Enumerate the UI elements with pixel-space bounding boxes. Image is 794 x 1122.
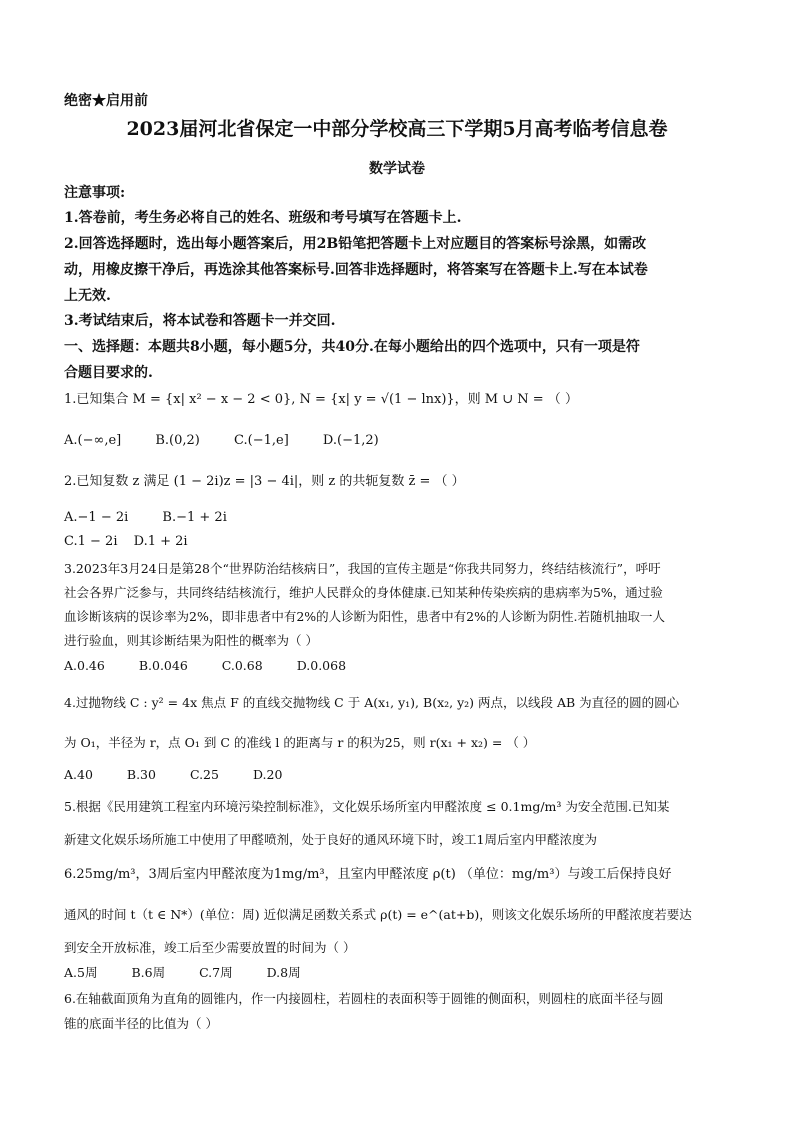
notes-item-2-line-3: 上无效. xyxy=(64,288,111,304)
question-5-line-3: 6.25mg/m³，3周后室内甲醛浓度为1mg/m³，且室内甲醛浓度 ρ(t) （单位：mg/m³）与竣工后保持良好 xyxy=(64,867,672,882)
question-4-options xyxy=(64,762,754,787)
notes-heading: 注意事项: xyxy=(64,185,126,201)
question-5-option-a: A.5周 xyxy=(64,965,98,980)
question-3-line-2: 社会各界广泛参与，共同终结结核流行，维护人民群众的身体健康.已知某种传染疾病的患病率为5%，通过验 xyxy=(64,585,663,600)
question-1-options xyxy=(64,428,754,453)
question-5-line-5: 到安全开放标准，竣工后至少需要放置的时间为（ ） xyxy=(64,940,356,955)
question-5-line-4: 通风的时间 t（t ∈ N*）(单位：周) 近似满足函数关系式 ρ(t) = e^(at+b)，则该文化娱乐场所的甲醛浓度若要达 xyxy=(64,907,692,922)
question-1-option-b: B.(0,2) xyxy=(155,433,200,448)
question-1-option-a: A.(−∞,e] xyxy=(64,433,122,448)
notes-item-3: 3.考试结束后，将本试卷和答题卡一并交回. xyxy=(64,313,336,329)
question-4-option-a: A.40 xyxy=(64,767,93,782)
question-5-option-b: B.6周 xyxy=(131,965,166,980)
question-5-line-2: 新建文化娱乐场所施工中使用了甲醛喷剂，处于良好的通风环境下时，竣工1周后室内甲醛浓度为 xyxy=(64,832,597,847)
question-5-options xyxy=(64,960,754,985)
question-2-option-a: A.−1 − 2i xyxy=(64,510,129,525)
question-3-option-c: C.0.68 xyxy=(221,658,263,673)
exam-title: 2023届河北省保定一中部分学校高三下学期5月高考临考信息卷 xyxy=(126,118,668,140)
question-2-option-b: B.−1 + 2i xyxy=(162,510,227,525)
secret-label: 绝密★启用前 xyxy=(64,93,148,109)
question-2-option-c: C.1 − 2i xyxy=(64,534,118,549)
question-3-options xyxy=(64,653,754,678)
question-5-line-1: 5.根据《民用建筑工程室内环境污染控制标准》，文化娱乐场所室内甲醛浓度 ≤ 0.1mg/m³ 为安全范围.已知某 xyxy=(64,799,670,814)
question-4-option-d: D.20 xyxy=(252,767,283,782)
question-1-option-c: C.(−1,e] xyxy=(234,433,289,448)
question-1-stem: 1.已知集合 M = {x| x² − x − 2 < 0}, N = {x| y = √(1 − lnx)}，则 M ∪ N = （ ） xyxy=(64,392,578,407)
question-4-option-b: B.30 xyxy=(126,767,156,782)
question-4-option-c: C.25 xyxy=(189,767,219,782)
notes-item-1: 1.答卷前，考生务必将自己的姓名、班级和考号填写在答题卡上. xyxy=(64,210,462,226)
question-2-options-row-1 xyxy=(64,505,754,530)
question-3-option-d: D.0.068 xyxy=(296,658,347,673)
question-4-line-2: 为 O₁，半径为 r，点 O₁ 到 C 的准线 l 的距离与 r 的积为25，则 r(x₁ + x₂) = （ ） xyxy=(64,735,536,750)
section-1-line-1: 一、选择题：本题共8小题，每小题5分，共40分.在每小题给出的四个选项中，只有一项是符 xyxy=(64,339,640,355)
question-3-line-4: 进行验血，则其诊断结果为阳性的概率为（ ） xyxy=(64,633,318,648)
question-6-line-1: 6.在轴截面顶角为直角的圆锥内，作一内接圆柱，若圆柱的表面积等于圆锥的侧面积，则圆柱的底面半径与圆 xyxy=(64,991,664,1006)
question-3-option-b: B.0.046 xyxy=(138,658,188,673)
question-3-option-a: A.0.46 xyxy=(64,658,105,673)
question-3-line-1: 3.2023年3月24日是第28个“世界防治结核病日”，我国的宣传主题是“你我共同努力，终结结核流行”，呼吁 xyxy=(64,561,661,576)
question-2-option-d: D.1 + 2i xyxy=(133,534,188,549)
question-5-option-d: D.8周 xyxy=(266,965,301,980)
question-3-line-3: 血诊断该病的误诊率为2%，即非患者中有2%的人诊断为阳性，患者中有2%的人诊断为阴性.若随机抽取一人 xyxy=(64,609,665,624)
question-6-line-2: 锥的底面半径的比值为（ ） xyxy=(64,1016,218,1031)
question-1-option-d: D.(−1,2) xyxy=(322,433,379,448)
exam-subtitle: 数学试卷 xyxy=(369,161,425,177)
question-4-line-1: 4.过抛物线 C : y² = 4x 焦点 F 的直线交抛物线 C 于 A(x₁, y₁), B(x₂, y₂) 两点，以线段 AB 为直径的圆的圆心 xyxy=(64,695,680,710)
notes-item-2-line-1: 2.回答选择题时，选出每小题答案后，用2B铅笔把答题卡上对应题目的答案标号涂黑，如需改 xyxy=(64,236,647,252)
section-1-line-2: 合题目要求的. xyxy=(64,365,153,381)
notes-item-2-line-2: 动，用橡皮擦干净后，再选涂其他答案标号.回答非选择题时，将答案写在答题卡上.写在本试卷 xyxy=(64,262,648,278)
question-2-options-row-2 xyxy=(64,529,754,554)
question-2-stem: 2.已知复数 z 满足 (1 − 2i)z = |3 − 4i|，则 z 的共轭复数 z̄ = （ ） xyxy=(64,474,465,489)
question-5-option-c: C.7周 xyxy=(199,965,233,980)
